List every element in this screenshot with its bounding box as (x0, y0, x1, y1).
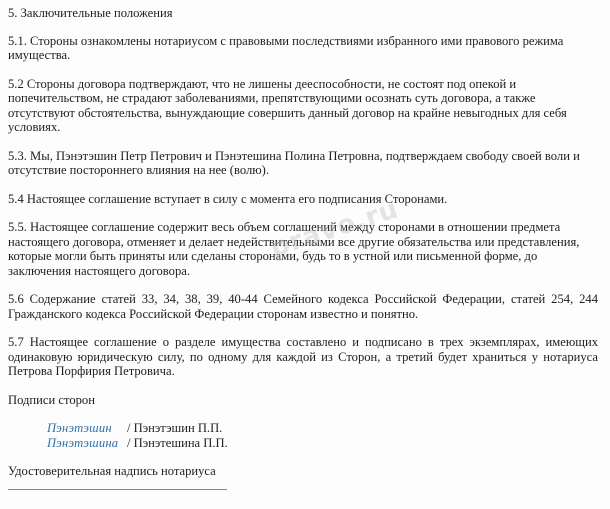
handwritten-signature: Пэнэтэшин (47, 421, 112, 435)
clause-5-7: 5.7 Настоящее соглашение о разделе имущества составлено и подписано в трех экземплярах, имеющих одинаковую юридическую силу, по одному для каждой из Сторон, а третий будет храниться у нотариуса Петрова Порфирия Петровича. (8, 335, 598, 378)
watermark: pravo.ru (266, 194, 403, 264)
document-body (8, 6, 598, 490)
signature-block (8, 421, 598, 451)
clause-5-6: 5.6 Содержание статей 33, 34, 38, 39, 40-44 Семейного кодекса Российской Федерации, статей 254, 244 Гражданского кодекса Российской Федерации сторонам известно и понятно. (8, 292, 598, 321)
clause-5-5: 5.5. Настоящее соглашение содержит весь объем соглашений между сторонами в отношении предмета настоящего договора, отменяет и делает недействительными все другие обязательства или представления, которые могли быть приняты или сделаны сторонами, будь то в устной или письменной форме, до заключения настоящего договора. (8, 220, 580, 278)
section-title: 5. Заключительные положения (8, 6, 173, 20)
signatures-title: Подписи сторон (8, 392, 95, 407)
signature-row (8, 421, 598, 436)
clause-5-1: 5.1. Стороны ознакомлены нотариусом с правовыми последствиями избранного ими правового режима имущества. (8, 33, 564, 62)
signatory-name: / Пэнэтэшин П.П. (127, 421, 223, 435)
handwritten-signature: Пэнэтэшина (47, 436, 119, 450)
signature-row (8, 436, 598, 451)
clause-5-3: 5.3. Мы, Пэнэтэшин Петр Петрович и Пэнэтешина Полина Петровна, подтверждаем свободу своей воли и отсутствие постороннего влияния на нее (волю). (8, 148, 580, 177)
notary-label: Удостоверительная надпись нотариуса (8, 464, 216, 478)
notary-signature-line (8, 489, 227, 490)
clause-5-4: 5.4 Настоящее соглашение вступает в силу с момента его подписания Сторонами. (8, 191, 448, 206)
signatory-name: / Пэнэтешина П.П. (127, 436, 228, 450)
clause-5-2: 5.2 Стороны договора подтверждают, что не лишены дееспособности, не состоят под опекой и попечительством, не страдают заболеваниями, препятствующими осознать суть договора, а также отсутствуют обстоятельства, вынуждающие совершить данный договор на крайне невыгодных для себя условиях. (8, 76, 567, 134)
